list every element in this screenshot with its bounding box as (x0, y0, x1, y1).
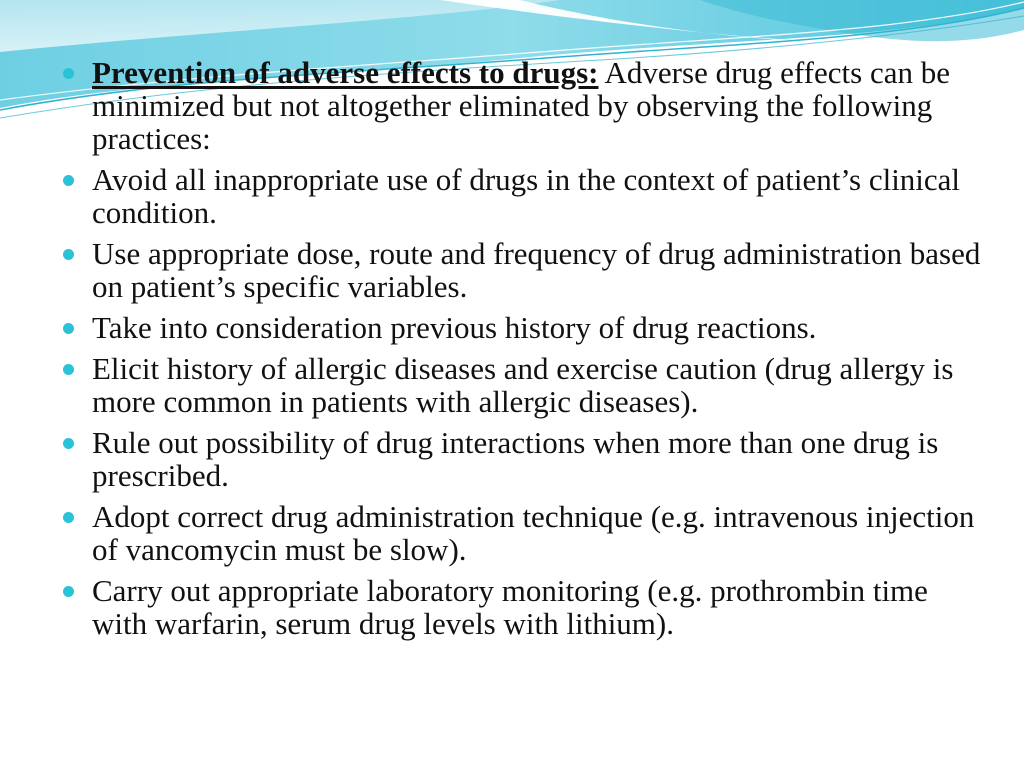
bullet-text: Carry out appropriate laboratory monitoring (e.g. prothrombin time with warfarin, serum drug levels with lithium). (92, 573, 928, 641)
bullet-dot-icon (63, 438, 74, 449)
bullet-text: Elicit history of allergic diseases and exercise caution (drug allergy is more common in patients with allergic diseases). (92, 351, 954, 419)
bullet-dot-icon (63, 586, 74, 597)
bullet-item (60, 237, 985, 303)
bullet-item (60, 574, 985, 640)
content-area (60, 56, 985, 648)
bullet-item-intro (60, 56, 985, 155)
bullet-item (60, 426, 985, 492)
bullet-text: Take into consideration previous history of drug reactions. (92, 310, 817, 345)
bullet-dot-icon (63, 512, 74, 523)
bullet-dot-icon (63, 175, 74, 186)
bullet-dot-icon (63, 68, 74, 79)
bullet-item (60, 311, 985, 344)
bullet-text: Adopt correct drug administration technique (e.g. intravenous injection of vancomycin must be slow). (92, 499, 975, 567)
intro-lead: Prevention of adverse effects to drugs: (92, 55, 599, 90)
bullet-text: Rule out possibility of drug interactions when more than one drug is prescribed. (92, 425, 939, 493)
intro-text: Adverse drug effects can be minimized but not altogether eliminated by observing the following practices: (92, 55, 950, 156)
bullet-item (60, 352, 985, 418)
bullet-text: Avoid all inappropriate use of drugs in the context of patient’s clinical condition. (92, 162, 961, 230)
bullet-dot-icon (63, 323, 74, 334)
bullet-item (60, 500, 985, 566)
bullet-list (60, 56, 985, 640)
bullet-dot-icon (63, 249, 74, 260)
bullet-text: Use appropriate dose, route and frequency of drug administration based on patient’s specific variables. (92, 236, 981, 304)
bullet-dot-icon (63, 364, 74, 375)
bullet-item (60, 163, 985, 229)
